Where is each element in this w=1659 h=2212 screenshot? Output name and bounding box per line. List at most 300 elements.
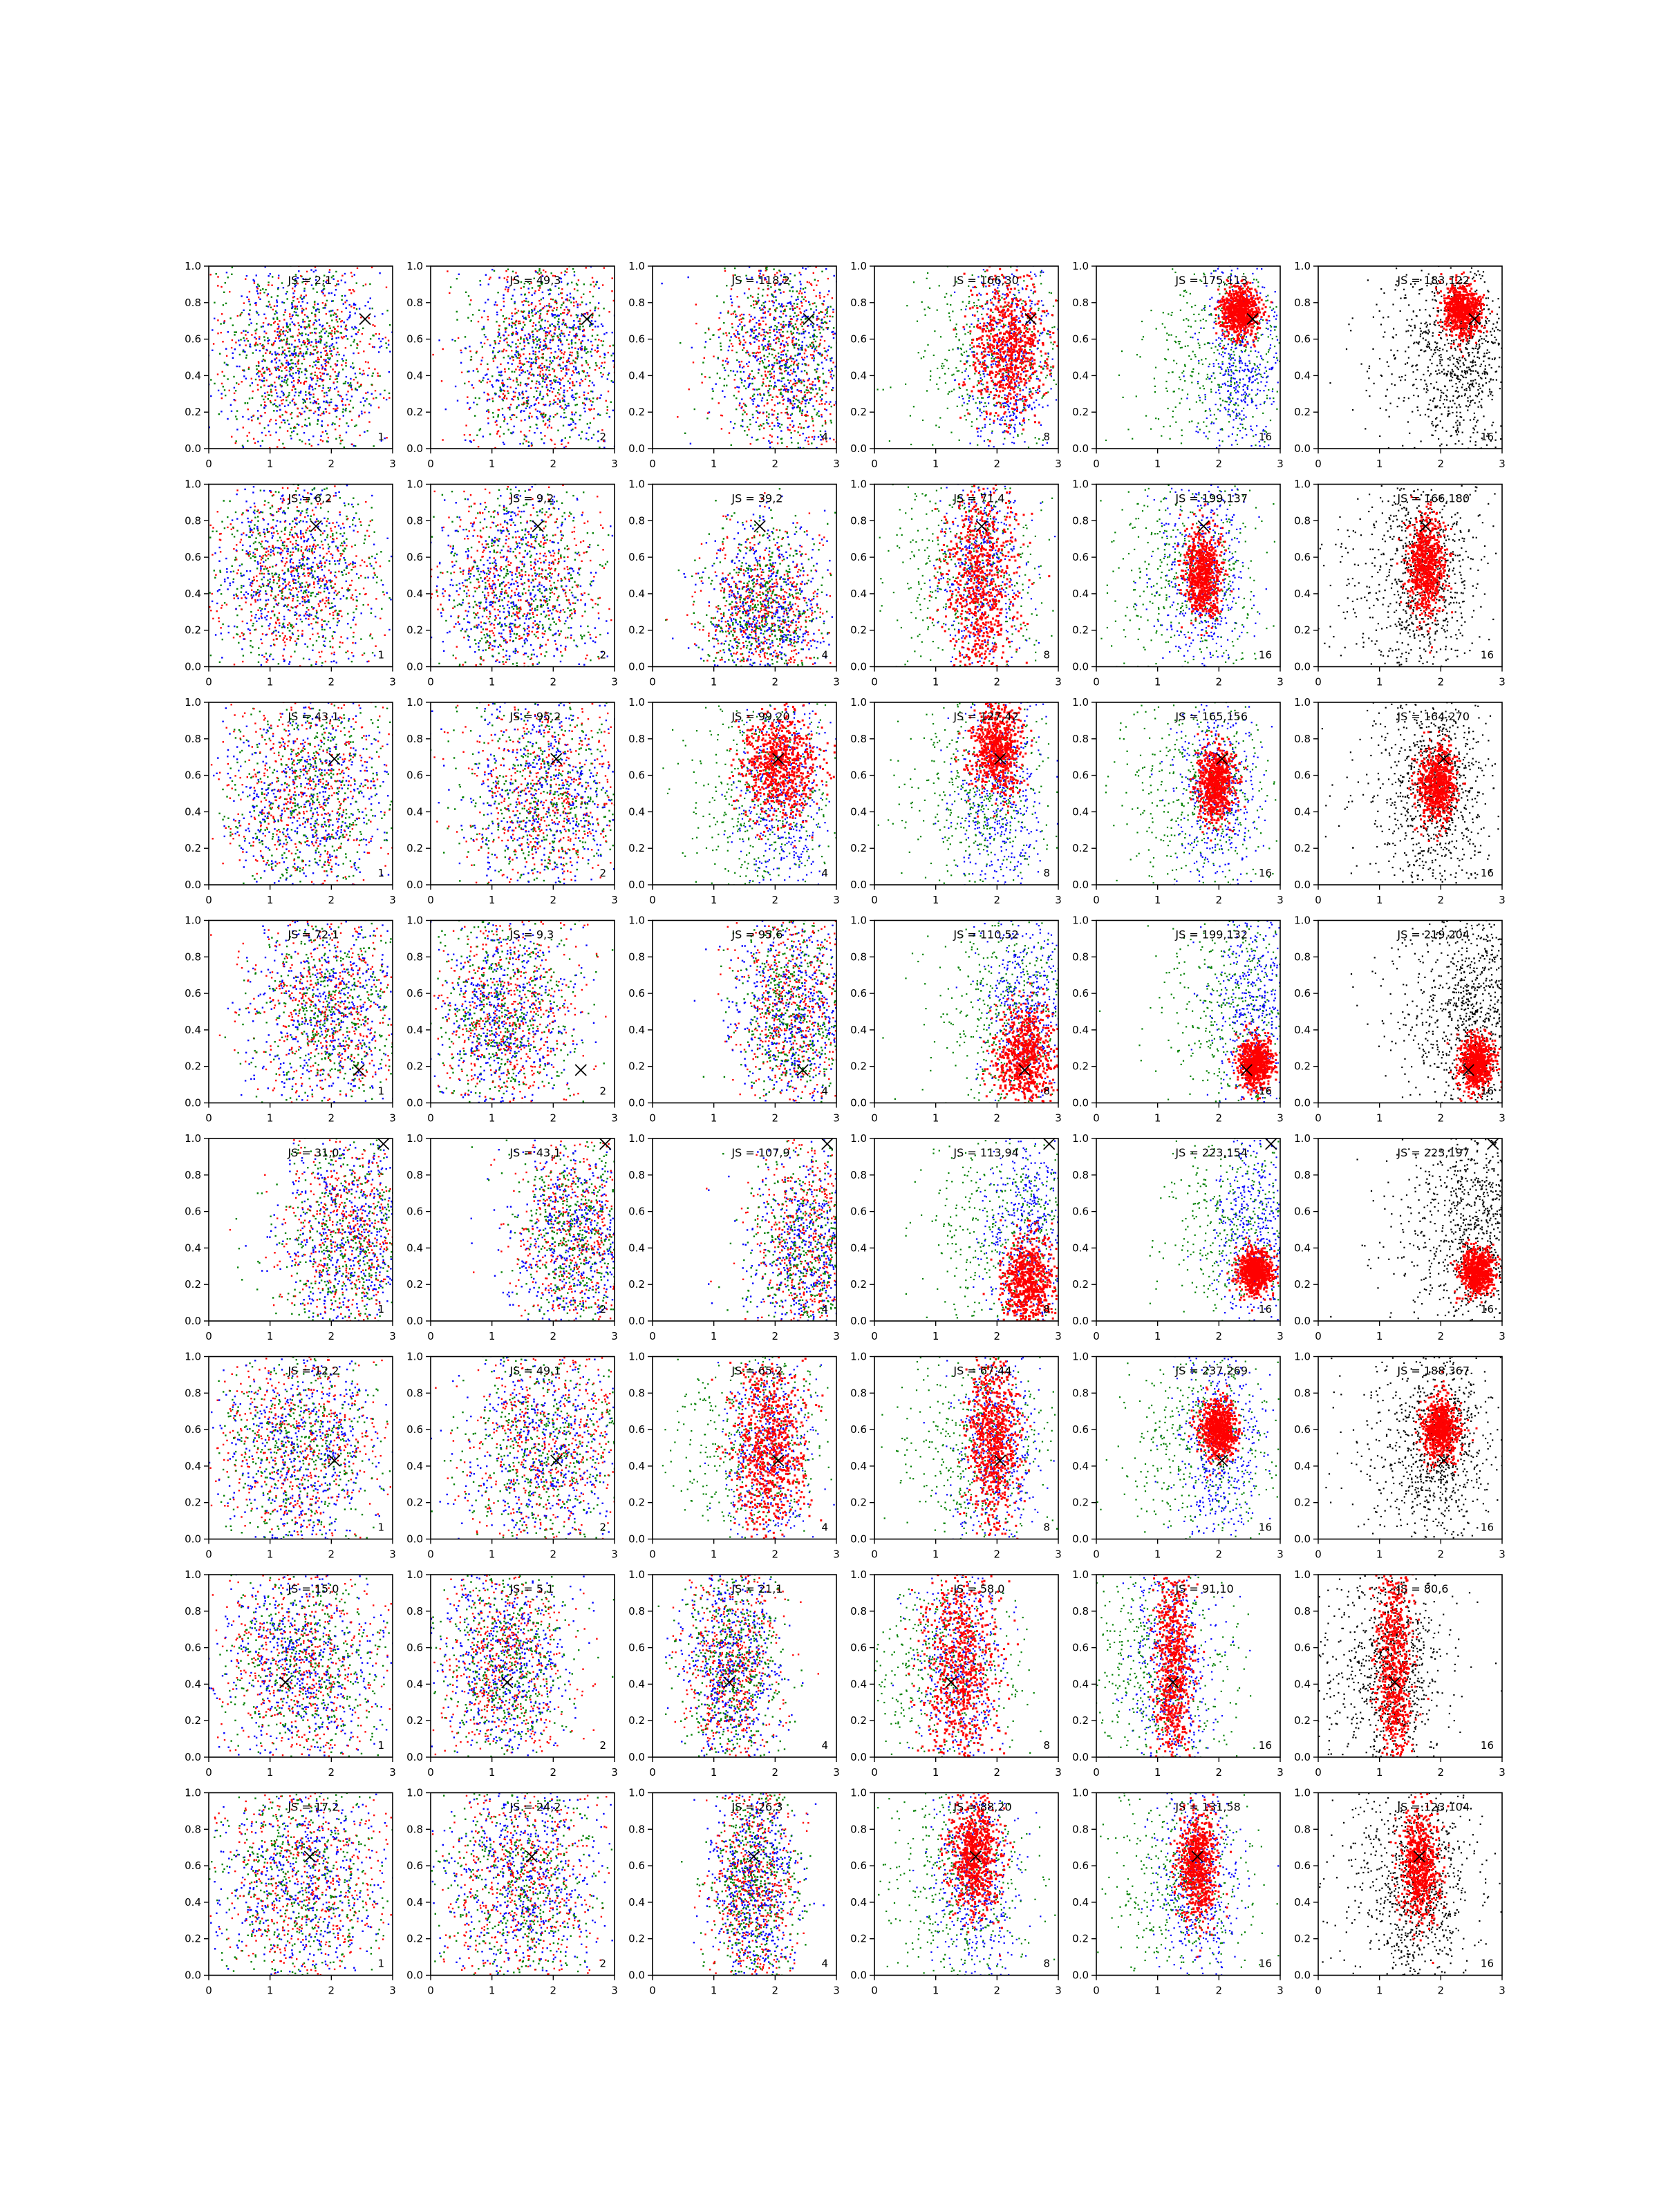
scatter-point [584, 411, 585, 412]
scatter-point [723, 301, 724, 303]
scatter-point [308, 386, 310, 387]
scatter-point [529, 406, 530, 408]
scatter-point [780, 388, 782, 390]
scatter-point [796, 299, 797, 301]
scatter-point [718, 317, 720, 319]
scatter-point [297, 433, 298, 435]
y-tick-label: 0.6 [628, 333, 645, 346]
scatter-point [782, 321, 784, 322]
scatter-point [306, 326, 308, 328]
scatter-point [268, 424, 269, 426]
scatter-point [371, 393, 373, 395]
scatter-point [243, 427, 244, 428]
scatter-point [301, 312, 303, 313]
scatter-point [545, 414, 546, 415]
scatter-point [805, 414, 807, 415]
scatter-point [534, 292, 535, 294]
scatter-point [270, 419, 272, 420]
scatter-point [268, 301, 270, 302]
scatter-point [571, 340, 572, 341]
scatter-point [270, 307, 272, 308]
scatter-point [251, 420, 252, 421]
scatter-point [301, 332, 303, 334]
scatter-point [744, 404, 746, 406]
scatter-point [210, 274, 212, 275]
scatter-point [787, 414, 789, 415]
scatter-point [769, 388, 770, 389]
scatter-point [335, 271, 337, 272]
scatter-point [275, 405, 276, 406]
scatter-point [353, 353, 354, 354]
scatter-point [289, 402, 290, 403]
scatter-point [214, 318, 215, 319]
scatter-point [741, 361, 742, 362]
scatter-point [817, 280, 818, 281]
scatter-point [348, 425, 349, 427]
scatter-point [549, 293, 550, 294]
scatter-point [496, 312, 498, 313]
scatter-point [292, 400, 293, 402]
scatter-point [275, 354, 276, 355]
scatter-point [572, 327, 573, 328]
scatter-point [573, 335, 574, 337]
scatter-point [285, 344, 287, 345]
scatter-point [326, 346, 328, 347]
scatter-point [533, 322, 534, 324]
scatter-point [290, 413, 291, 415]
scatter-point [379, 346, 380, 348]
scatter-point [973, 398, 974, 400]
scatter-point [227, 364, 228, 366]
scatter-point [546, 386, 547, 388]
scatter-point [561, 444, 562, 445]
scatter-point [549, 325, 550, 326]
scatter-point [487, 379, 489, 380]
scatter-point [787, 398, 789, 400]
scatter-point [799, 435, 800, 436]
scatter-point [588, 439, 589, 440]
scatter-point [821, 362, 823, 363]
scatter-point [350, 306, 352, 307]
scatter-point [234, 331, 235, 332]
scatter-point [281, 301, 283, 303]
scatter-point [778, 270, 780, 271]
scatter-point [543, 297, 544, 299]
scatter-point [545, 331, 546, 332]
scatter-point [601, 376, 602, 377]
scatter-point [559, 402, 561, 403]
scatter-point [353, 407, 354, 409]
scatter-point [368, 421, 370, 422]
scatter-point [532, 287, 533, 288]
scatter-point [307, 317, 308, 318]
scatter-point [283, 326, 284, 328]
scatter-point [558, 356, 559, 357]
scatter-point [468, 381, 469, 382]
scatter-point [518, 357, 520, 359]
scatter-point [280, 384, 281, 385]
scatter-point [248, 313, 250, 315]
scatter-point [576, 381, 577, 382]
scatter-point [679, 342, 681, 344]
scatter-point [554, 375, 556, 377]
scatter-point [312, 435, 314, 437]
scatter-point [550, 299, 552, 300]
scatter-point [268, 386, 269, 387]
scatter-point [341, 275, 343, 276]
scatter-point [556, 309, 557, 310]
scatter-point [787, 418, 789, 419]
scatter-point [299, 380, 300, 382]
scatter-point [553, 379, 554, 381]
scatter-point [803, 384, 805, 386]
scatter-point [755, 357, 756, 358]
scatter-point [315, 372, 316, 373]
scatter-point [730, 295, 731, 297]
scatter-point [791, 432, 792, 433]
scatter-point [378, 351, 379, 353]
scatter-point [458, 274, 460, 275]
scatter-point [751, 399, 753, 400]
scatter-point [247, 418, 249, 420]
scatter-point [738, 306, 740, 308]
scatter-point [757, 411, 758, 413]
scatter-point [217, 332, 218, 334]
scatter-point [562, 400, 563, 402]
scatter-point [574, 404, 576, 406]
scatter-point [550, 380, 552, 382]
scatter-point [806, 372, 807, 373]
scatter-point [536, 359, 537, 360]
scatter-point [536, 418, 538, 419]
scatter-point [509, 417, 511, 418]
scatter-point [536, 400, 537, 401]
scatter-point [265, 353, 266, 354]
scatter-point [566, 405, 568, 406]
scatter-point [771, 399, 772, 400]
scatter-point [497, 336, 498, 337]
scatter-point [515, 368, 516, 370]
scatter-point [726, 335, 727, 336]
scatter-point [821, 444, 823, 445]
scatter-point [818, 326, 819, 328]
scatter-point [796, 338, 797, 339]
scatter-point [322, 387, 324, 388]
scatter-point [338, 337, 339, 338]
scatter-point [756, 322, 757, 324]
scatter-point [816, 306, 817, 307]
scatter-point [565, 375, 566, 376]
scatter-point [489, 433, 491, 435]
scatter-point [303, 399, 305, 400]
scatter-point [519, 360, 521, 362]
scatter-point [574, 427, 576, 429]
scatter-point [820, 311, 821, 312]
scatter-point [518, 310, 519, 311]
scatter-point [804, 353, 805, 354]
scatter-point [779, 362, 780, 364]
scatter-point [722, 391, 723, 392]
scatter-point [351, 395, 353, 397]
scatter-point [780, 306, 781, 307]
scatter-point [321, 420, 323, 422]
scatter-point [577, 353, 578, 354]
scatter-point [784, 346, 785, 347]
scatter-point [750, 343, 751, 344]
scatter-point [741, 321, 742, 323]
scatter-point [522, 369, 523, 371]
scatter-point [572, 397, 573, 398]
scatter-point [598, 339, 599, 340]
scatter-point [561, 407, 563, 409]
scatter-point [753, 401, 754, 402]
scatter-point [787, 373, 788, 375]
scatter-point [531, 358, 532, 359]
scatter-point [773, 296, 774, 297]
scatter-point [277, 366, 279, 367]
scatter-point [590, 422, 591, 424]
scatter-point [281, 422, 282, 423]
scatter-point [585, 353, 587, 354]
scatter-point [742, 336, 744, 337]
scatter-point [589, 326, 590, 327]
scatter-point [790, 365, 791, 366]
scatter-point [565, 446, 566, 447]
scatter-point [486, 373, 487, 375]
scatter-point [281, 391, 282, 392]
scatter-point [771, 348, 772, 350]
scatter-point [718, 402, 720, 404]
scatter-point [276, 328, 278, 330]
scatter-point [778, 329, 780, 330]
scatter-point [821, 414, 822, 415]
scatter-point [526, 385, 527, 386]
scatter-point [342, 368, 344, 370]
scatter-point [476, 352, 477, 353]
scatter-point [535, 271, 536, 272]
scatter-point [795, 344, 796, 346]
scatter-point [320, 435, 321, 437]
scatter-point [257, 389, 259, 391]
scatter-point [441, 380, 442, 382]
scatter-point [589, 302, 590, 303]
scatter-point [543, 348, 545, 350]
scatter-point [577, 355, 579, 357]
scatter-point [797, 296, 798, 297]
scatter-point [807, 392, 808, 393]
scatter-point [367, 392, 368, 393]
scatter-point [606, 332, 607, 333]
scatter-point [521, 410, 522, 411]
scatter-point [776, 418, 777, 419]
scatter-point [750, 316, 751, 317]
scatter-point [804, 370, 805, 371]
scatter-point [239, 344, 241, 346]
scatter-point [374, 326, 375, 327]
scatter-point [818, 411, 819, 412]
scatter-point [751, 371, 753, 372]
scatter-point [777, 422, 778, 424]
scatter-point [365, 361, 366, 362]
scatter-point [774, 385, 776, 386]
scatter-point [335, 429, 336, 430]
scatter-point [971, 351, 973, 353]
scatter-point [734, 423, 735, 424]
scatter-point [611, 355, 612, 356]
scatter-point [498, 380, 499, 382]
scatter-point [488, 283, 489, 285]
scatter-point [793, 371, 794, 372]
scatter-point [762, 349, 764, 350]
scatter-point [362, 373, 363, 375]
scatter-point [355, 327, 357, 328]
scatter-point [571, 389, 572, 391]
scatter-point [371, 384, 372, 385]
scatter-point [342, 411, 344, 413]
scatter-point [807, 440, 809, 442]
scatter-point [814, 409, 815, 410]
scatter-point [726, 285, 727, 286]
scatter-point [694, 409, 695, 410]
scatter-point [577, 306, 578, 308]
scatter-point [253, 279, 254, 281]
scatter-point [599, 315, 600, 316]
scatter-point [775, 310, 776, 312]
scatter-point [347, 391, 348, 392]
y-tick-label: 0.0 [628, 442, 645, 455]
scatter-point [585, 375, 586, 377]
scatter-point [291, 303, 292, 305]
scatter-point [565, 404, 566, 405]
scatter-point [292, 373, 294, 374]
scatter-point [533, 342, 534, 344]
scatter-point [579, 397, 580, 398]
scatter-point [544, 435, 545, 436]
scatter-point [816, 414, 817, 415]
scatter-point [824, 357, 825, 359]
scatter-point [274, 330, 275, 332]
scatter-point [267, 391, 268, 393]
scatter-point [294, 356, 295, 357]
scatter-point [475, 397, 476, 399]
scatter-point [510, 419, 512, 420]
scatter-point [321, 326, 323, 327]
scatter-point [330, 387, 331, 388]
scatter-point [769, 327, 770, 328]
scatter-point [752, 417, 753, 418]
scatter-point [569, 387, 570, 388]
scatter-point [532, 353, 534, 355]
scatter-point [561, 344, 563, 345]
scatter-point [368, 368, 370, 369]
scatter-point [360, 317, 362, 318]
scatter-point [523, 317, 525, 319]
scatter-point [802, 359, 803, 360]
scatter-point [289, 348, 290, 349]
scatter-point [312, 366, 313, 367]
scatter-point [217, 319, 218, 321]
scatter-point [326, 400, 327, 402]
scatter-point [753, 300, 754, 301]
scatter-point [260, 415, 261, 416]
scatter-point [554, 444, 555, 445]
scatter-point [583, 394, 585, 395]
scatter-point [341, 295, 343, 297]
scatter-point [308, 342, 310, 344]
scatter-point [749, 424, 751, 425]
scatter-point [603, 357, 605, 358]
scatter-point [494, 355, 496, 357]
scatter-point [783, 389, 785, 391]
scatter-point [773, 377, 774, 379]
scatter-point [268, 398, 269, 400]
scatter-point [386, 287, 387, 288]
scatter-point [265, 317, 266, 319]
js-annotation: JS = 2,1 [287, 274, 332, 287]
scatter-point [505, 289, 506, 290]
corner-label: 1 [377, 431, 384, 443]
scatter-point [816, 371, 817, 373]
scatter-point [746, 350, 747, 351]
scatter-point [571, 411, 572, 413]
scatter-point [465, 424, 467, 426]
scatter-point [236, 331, 237, 332]
scatter-point [223, 292, 225, 293]
scatter-point [301, 371, 302, 373]
scatter-point [500, 372, 501, 373]
scatter-point [774, 404, 776, 406]
scatter-point [758, 368, 759, 370]
scatter-point [591, 355, 592, 357]
scatter-point [601, 324, 602, 325]
scatter-point [577, 326, 579, 328]
scatter-point [764, 312, 765, 314]
scatter-point [538, 351, 540, 353]
scatter-point [330, 348, 331, 349]
scatter-point [350, 272, 352, 273]
scatter-point [337, 375, 339, 377]
scatter-point [471, 384, 473, 386]
scatter-point [1006, 424, 1007, 425]
scatter-point [782, 331, 783, 332]
scatter-point [251, 378, 252, 379]
scatter-point [282, 443, 283, 444]
scatter-point [519, 375, 521, 376]
scatter-point [315, 360, 317, 362]
scatter-point [748, 375, 749, 377]
scatter-point [832, 311, 834, 312]
scatter-point [539, 393, 541, 394]
scatter-point [594, 321, 596, 322]
scatter-point [608, 373, 610, 374]
scatter-point [244, 351, 245, 353]
scatter-point [386, 310, 388, 311]
scatter-point [282, 331, 283, 332]
scatter-point [361, 384, 362, 385]
scatter-point [299, 333, 301, 335]
scatter-point [335, 438, 337, 440]
scatter-point [577, 315, 579, 316]
scatter-point [503, 335, 505, 336]
scatter-point [776, 359, 778, 361]
scatter-point [798, 333, 800, 335]
scatter-point [830, 358, 831, 359]
scatter-point [372, 308, 373, 309]
scatter-point [563, 395, 564, 396]
scatter-point [483, 310, 485, 312]
scatter-point [301, 344, 302, 346]
scatter-point [305, 394, 306, 395]
